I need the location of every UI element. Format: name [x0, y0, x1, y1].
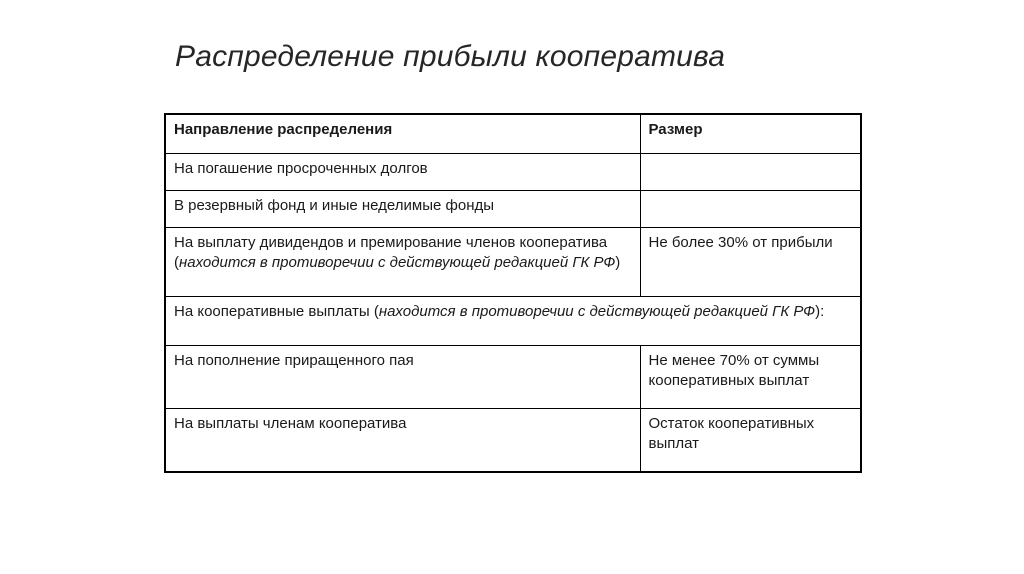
direction-text-end: ):: [815, 303, 825, 320]
direction-text-end: ): [615, 254, 621, 271]
cell-direction: На погашение просроченных долгов: [165, 154, 640, 191]
cell-direction: В резервный фонд и иные неделимые фонды: [165, 191, 640, 228]
header-direction: Направление распределения: [165, 114, 640, 154]
legal-note: находится в противоречии с действующей редакцией ГК РФ: [378, 303, 816, 320]
table-row: [165, 228, 861, 297]
table-row: [165, 191, 861, 228]
cell-size: Остаток кооперативных выплат: [640, 409, 861, 473]
cell-direction: На выплаты членам кооператива: [165, 409, 640, 473]
cell-size: Не менее 70% от суммы кооперативных выплат: [640, 346, 861, 409]
cell-direction: На пополнение приращенного пая: [165, 346, 640, 409]
header-size: Размер: [640, 114, 861, 154]
direction-text: На кооперативные выплаты (: [174, 303, 379, 320]
direction-text: На выплату дивидендов и премирование членов кооператива (: [174, 234, 608, 271]
table-row: [165, 297, 861, 346]
table-header-row: [165, 114, 861, 154]
cell-direction-merged: [165, 297, 861, 346]
distribution-table-container: [164, 113, 860, 473]
cell-size: Не более 30% от прибыли: [640, 228, 861, 297]
cell-size: [640, 154, 861, 191]
page-title: Распределение прибыли кооператива: [175, 40, 726, 73]
profit-distribution-table: [164, 113, 862, 473]
table-row: [165, 409, 861, 473]
table-row: [165, 346, 861, 409]
cell-size: [640, 191, 861, 228]
table-row: [165, 154, 861, 191]
cell-direction: [165, 228, 640, 297]
legal-note: находится в противоречии с действующей редакцией ГК РФ: [179, 254, 616, 271]
